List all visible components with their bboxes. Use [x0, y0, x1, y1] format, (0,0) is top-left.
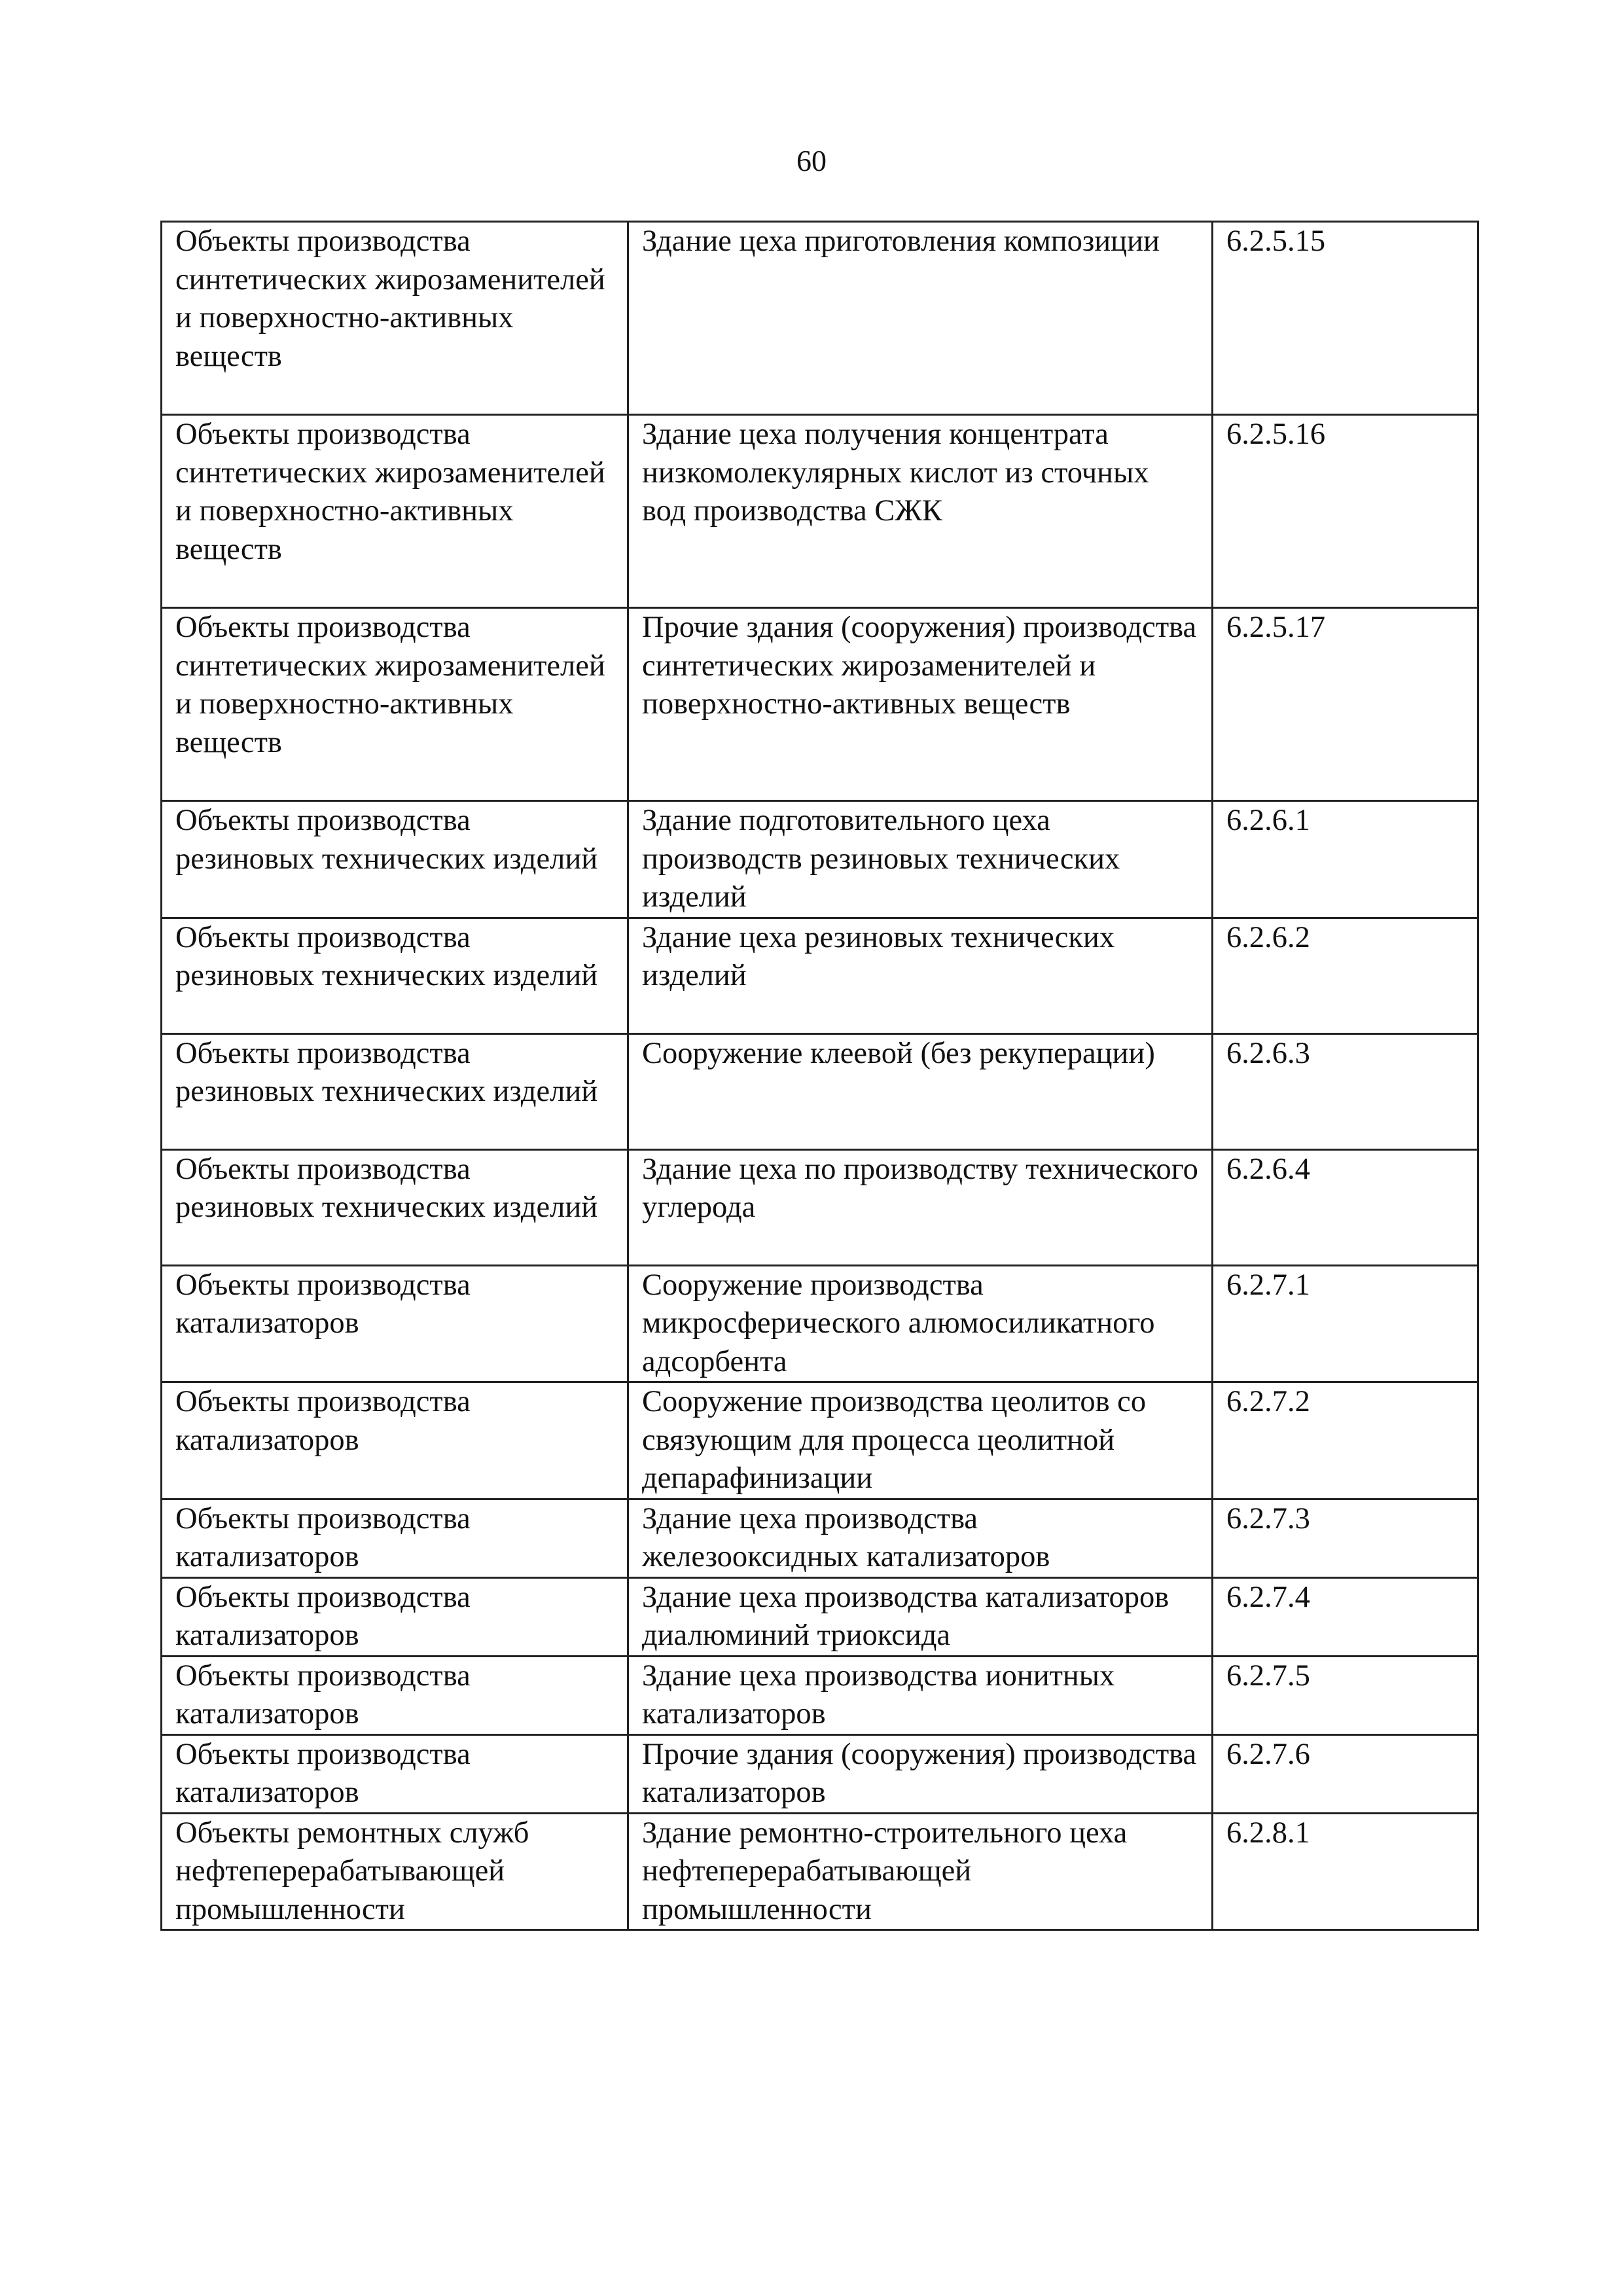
- building-cell: Здание подготовительного цеха производств резиновых технических изделий: [628, 801, 1213, 918]
- building-cell: Здание ремонтно-строительного цеха нефтеперерабатывающей промышленности: [628, 1813, 1213, 1930]
- table-row: [162, 1265, 1478, 1382]
- building-cell: Здание цеха приготовления композиции: [628, 222, 1213, 415]
- code-cell: 6.2.5.15: [1213, 222, 1478, 415]
- building-cell: Прочие здания (сооружения) производства синтетических жирозаменителей и поверхностно-активных веществ: [628, 608, 1213, 801]
- building-cell: Здание цеха резиновых технических изделий: [628, 918, 1213, 1033]
- table-row: [162, 1734, 1478, 1813]
- code-cell: 6.2.7.6: [1213, 1734, 1478, 1813]
- object-registry-table: [160, 221, 1479, 1931]
- code-cell: 6.2.7.5: [1213, 1656, 1478, 1734]
- table-row: [162, 1033, 1478, 1149]
- table-row: [162, 415, 1478, 608]
- table-row: [162, 1577, 1478, 1656]
- code-cell: 6.2.7.2: [1213, 1382, 1478, 1499]
- building-cell: Сооружение производства микросферического алюмосиликатного адсорбента: [628, 1265, 1213, 1382]
- object-cell: Объекты производства катализаторов: [162, 1499, 628, 1577]
- building-cell: Здание цеха производства ионитных катализаторов: [628, 1656, 1213, 1734]
- code-cell: 6.2.7.1: [1213, 1265, 1478, 1382]
- table-row: [162, 801, 1478, 918]
- object-cell: Объекты производства резиновых технических изделий: [162, 918, 628, 1033]
- object-cell: Объекты производства резиновых технических изделий: [162, 1033, 628, 1149]
- building-cell: Здание цеха по производству технического углерода: [628, 1149, 1213, 1265]
- table-row: [162, 918, 1478, 1033]
- code-cell: 6.2.6.1: [1213, 801, 1478, 918]
- object-cell: Объекты производства синтетических жирозаменителей и поверхностно-активных веществ: [162, 608, 628, 801]
- object-cell: Объекты производства катализаторов: [162, 1734, 628, 1813]
- object-cell: Объекты производства катализаторов: [162, 1577, 628, 1656]
- object-cell: Объекты производства катализаторов: [162, 1656, 628, 1734]
- object-cell: Объекты производства катализаторов: [162, 1265, 628, 1382]
- object-cell: Объекты производства синтетических жирозаменителей и поверхностно-активных веществ: [162, 415, 628, 608]
- code-cell: 6.2.5.16: [1213, 415, 1478, 608]
- building-cell: Прочие здания (сооружения) производства катализаторов: [628, 1734, 1213, 1813]
- object-cell: Объекты производства резиновых технических изделий: [162, 801, 628, 918]
- building-cell: Сооружение клеевой (без рекуперации): [628, 1033, 1213, 1149]
- code-cell: 6.2.7.3: [1213, 1499, 1478, 1577]
- table-row: [162, 1813, 1478, 1930]
- table-row: [162, 222, 1478, 415]
- building-cell: Сооружение производства цеолитов со связующим для процесса цеолитной депарафинизации: [628, 1382, 1213, 1499]
- object-cell: Объекты производства резиновых технических изделий: [162, 1149, 628, 1265]
- code-cell: 6.2.6.3: [1213, 1033, 1478, 1149]
- table-row: [162, 1656, 1478, 1734]
- code-cell: 6.2.7.4: [1213, 1577, 1478, 1656]
- table-row: [162, 608, 1478, 801]
- object-cell: Объекты ремонтных служб нефтеперерабатывающей промышленности: [162, 1813, 628, 1930]
- code-cell: 6.2.6.2: [1213, 918, 1478, 1033]
- code-cell: 6.2.5.17: [1213, 608, 1478, 801]
- table-row: [162, 1382, 1478, 1499]
- code-cell: 6.2.8.1: [1213, 1813, 1478, 1930]
- table-row: [162, 1149, 1478, 1265]
- table-row: [162, 1499, 1478, 1577]
- building-cell: Здание цеха получения концентрата низкомолекулярных кислот из сточных вод производства СЖК: [628, 415, 1213, 608]
- building-cell: Здание цеха производства катализаторов диалюминий триоксида: [628, 1577, 1213, 1656]
- page-number: 60: [796, 144, 827, 177]
- object-cell: Объекты производства катализаторов: [162, 1382, 628, 1499]
- building-cell: Здание цеха производства железооксидных катализаторов: [628, 1499, 1213, 1577]
- object-cell: Объекты производства синтетических жирозаменителей и поверхностно-активных веществ: [162, 222, 628, 415]
- code-cell: 6.2.6.4: [1213, 1149, 1478, 1265]
